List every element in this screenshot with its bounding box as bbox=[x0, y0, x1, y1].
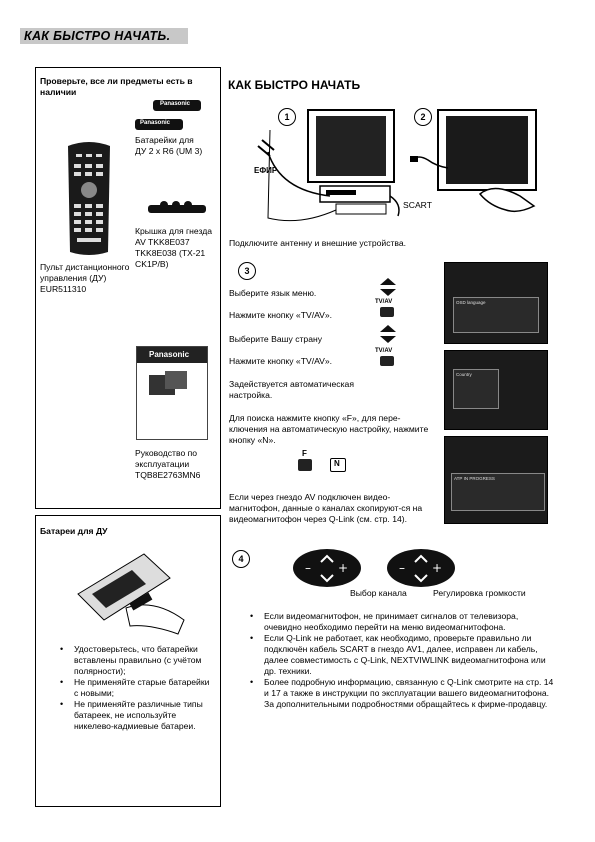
battery-box bbox=[35, 515, 221, 807]
manual-image bbox=[136, 346, 208, 440]
n-key-label: N bbox=[334, 459, 340, 468]
atp-screen bbox=[444, 436, 548, 524]
manual-label: Руководство по эксплуатации TQB8E2763MN6 bbox=[135, 448, 201, 480]
step3-press-tvav-1: Нажмите кнопку «TV/AV». bbox=[229, 310, 333, 320]
page-header bbox=[20, 28, 188, 44]
up-down-keys-1 bbox=[378, 276, 398, 298]
main-bullet: • Более подробную информацию, связанную с Q-Link смотрите на стр. 14 и 17 а также в инструкции по эксплуатации вашего видеомагнитофона. За дополнительными подробностями обращайтесь к фирме-продавцу. bbox=[264, 677, 554, 710]
tvav-key-2 bbox=[380, 356, 394, 366]
step3-select-country: Выберите Вашу страну bbox=[229, 334, 323, 344]
tvav-key-1 bbox=[380, 307, 394, 317]
battery-brand-1: Panasonic bbox=[160, 101, 191, 107]
step-2-number: 2 bbox=[414, 108, 432, 126]
remote-image bbox=[62, 140, 116, 256]
check-items-box bbox=[35, 67, 221, 509]
up-down-keys-2 bbox=[378, 323, 398, 345]
step-3-number: 3 bbox=[238, 262, 256, 280]
svg-text:+: + bbox=[338, 561, 349, 575]
step-1-number: 1 bbox=[278, 108, 296, 126]
battery-image-2 bbox=[135, 119, 183, 130]
country-menu bbox=[453, 369, 499, 409]
main-bullets bbox=[264, 611, 554, 710]
svg-text:–: – bbox=[399, 561, 405, 575]
tvav-key-label-1: TV/AV bbox=[375, 299, 393, 305]
volume-keys-image bbox=[386, 548, 456, 588]
f-key-label: F bbox=[302, 449, 307, 458]
atp-menu bbox=[451, 473, 545, 511]
volume-label: Регулировка громкости bbox=[433, 588, 526, 598]
country-screen bbox=[444, 350, 548, 430]
battery-box-title: Батареи для ДУ bbox=[40, 526, 108, 536]
main-bullet: • Если видеомагнитофон, не принимает сигналов от телевизора, очевидно необходимо перейти на меню видеомагнитофона. bbox=[264, 611, 554, 633]
battery-insert-illustration bbox=[74, 548, 194, 638]
osd-language-menu bbox=[453, 297, 539, 333]
tv-power-illustration bbox=[410, 102, 540, 218]
remote-label: Пульт дистанционного управления (ДУ) EUR511310 bbox=[40, 262, 130, 294]
svg-text:+: + bbox=[432, 561, 443, 575]
av-cover-image bbox=[146, 200, 208, 216]
battery-bullets bbox=[74, 644, 214, 732]
osd-language-screen bbox=[444, 262, 548, 344]
tvav-key-label-2: TV/AV bbox=[375, 348, 393, 354]
step3-select-language: Выберите язык меню. bbox=[229, 288, 317, 298]
scart-label: SCART bbox=[403, 200, 432, 210]
connection-illustration bbox=[240, 100, 405, 228]
channel-label: Выбор канала bbox=[350, 588, 407, 598]
main-title: КАК БЫСТРО НАЧАТЬ bbox=[228, 78, 361, 92]
battery-bullet: • Удостоверьтесь, что батарейки вставлены правильно (с учётом полярности); bbox=[74, 644, 214, 677]
step-4-number: 4 bbox=[232, 550, 250, 568]
air-label: ЕФИР bbox=[254, 166, 278, 175]
battery-image-1 bbox=[153, 100, 201, 111]
check-items-title: Проверьте, все ли предметы есть в наличии bbox=[40, 76, 193, 97]
step3-press-tvav-2: Нажмите кнопку «TV/AV». bbox=[229, 356, 333, 366]
qlink-text: Если через гнездо AV подключен видео-магнитофон, данные о каналах скопируют-ся на видеомагнитофон через Q-Link (см. стр. 14). bbox=[229, 492, 423, 524]
step3-auto-tuning: Задействуется автоматическая настройка. bbox=[229, 379, 354, 400]
batteries-label: Батарейки для ДУ 2 x R6 (UM 3) bbox=[135, 135, 203, 156]
step3-search-info: Для поиска нажмите кнопку «F», для пере-ключения на автоматическую настройку, нажмите кнопку «N». bbox=[229, 413, 429, 445]
atp-title: ATP IN PROGRESS bbox=[454, 476, 495, 481]
battery-brand-2: Panasonic bbox=[140, 120, 171, 126]
connect-text: Подключите антенну и внешние устройства. bbox=[229, 238, 407, 248]
main-bullet: • Если Q-Link не работает, как необходимо, проверьте правильно ли подключён кабель SCART в гнездо AV1, далее, исправен ли кабель, далее совместимость с Q-Link, NEXTVIWLINK видеомагнитофона или др. техники. bbox=[264, 633, 554, 677]
battery-bullet: • Не применяйте различные типы батареек, не используйте никелево-кадмиевые батареи. bbox=[74, 699, 214, 732]
page-header-title: КАК БЫСТРО НАЧАТЬ. bbox=[24, 29, 171, 43]
country-title: Country bbox=[456, 372, 472, 377]
channel-keys-image bbox=[292, 548, 362, 588]
av-cover-label: Крышка для гнезда AV TKK8E037 TKK8E038 (TX-21 CK1P/B) bbox=[135, 226, 213, 269]
svg-text:–: – bbox=[305, 561, 311, 575]
osd-language-title: OSD language bbox=[456, 300, 486, 305]
manual-brand: Panasonic bbox=[149, 350, 190, 359]
battery-bullet: • Не применяйте старые батарейки с новыми; bbox=[74, 677, 214, 699]
n-key bbox=[330, 458, 346, 472]
f-key bbox=[298, 459, 312, 471]
manual-tv-image-2 bbox=[165, 371, 187, 389]
